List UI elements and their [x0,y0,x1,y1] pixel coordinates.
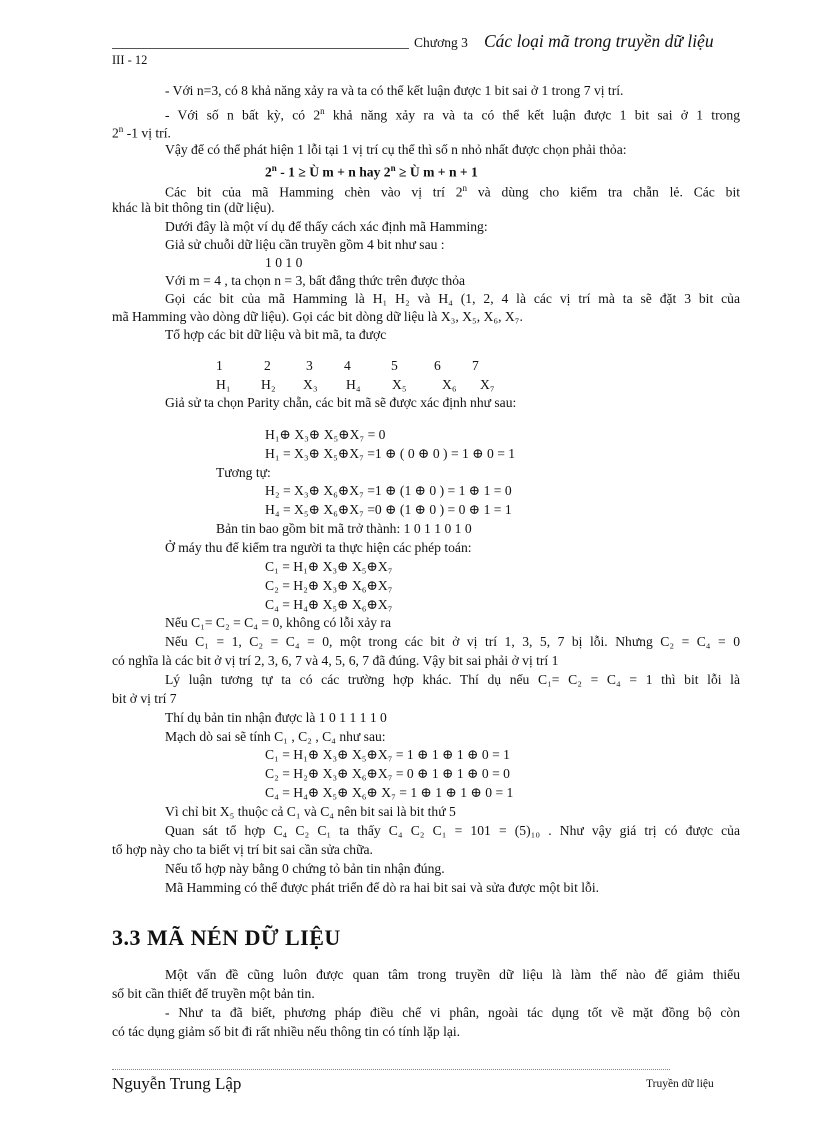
body-line [165,966,740,983]
body-line-content: Một vấn đề cũng luôn được quan tâm trong truyền dữ liệu là làm thế nào để giảm thiểu [165,967,740,982]
inequality-formula: 2$^n$ - 1 ≥ Ù m + n hay $2^n$ ≥ Ù m + n + 1 [265,163,478,180]
header-rule [112,48,409,49]
body-line-content: Gọi các bit của mã Hamming là H₁ H₂ và H₄ (1, 2, 4 là các vị trí mà ta sẽ đặt 3 bit của [165,291,740,306]
data-bits: 1 0 1 0 [265,255,303,270]
bit-label: H₄ [346,377,361,392]
position-number: 7 [472,358,479,373]
body-line [165,633,740,650]
position-number: 2 [264,358,271,373]
body-line: Mã Hamming có thể được phát triển để dò ra hai bit sai và sửa được một bit lỗi. [165,880,599,895]
equation: H₂ = X₃⊕ X₆⊕X₇ =1 ⊕ (1 ⊕ 0 ) = 1 ⊕ 1 = 0 [265,483,512,498]
body-line: có nghĩa là các bit ở vị trí 2, 3, 6, 7 và 4, 5, 6, 7 đã đúng. Vậy bit sai phải ở vị trí 1 [112,653,559,668]
footer-author: Nguyễn Trung Lập [112,1074,242,1093]
body-line: Mạch dò sai sẽ tính C₁ , C₂ , C₄ như sau: [165,729,386,744]
equation: H₄ = X₅⊕ X₆⊕X₇ =0 ⊕ (1 ⊕ 0 ) = 0 ⊕ 1 = 1 [265,502,512,517]
position-number: 5 [391,358,398,373]
body-line: Giả sử chuỗi dữ liệu cần truyền gồm 4 bit như sau : [165,237,445,252]
body-line: Ở máy thu để kiểm tra người ta thực hiện các phép toán: [165,540,472,555]
body-line [165,290,740,307]
body-line: - Với n=3, có 8 khả năng xảy ra và ta có thể kết luận được 1 bit sai ở 1 trong 7 vị trí. [165,83,624,98]
body-line: Dưới đây là một ví dụ để thấy cách xác định mã Hamming: [165,219,488,234]
body-line: Tổ hợp các bit dữ liệu và bit mã, ta được [165,327,387,342]
body-line: bit ở vị trí 7 [112,691,177,706]
body-line: mã Hamming vào dòng dữ liệu). Gọi các bit dòng dữ liệu là X₃, X₅, X₆, X₇. [112,309,523,324]
body-line: Với m = 4 , ta chọn n = 3, bất đẳng thức trên được thỏa [165,273,466,288]
equation: C₂ = H₂⊕ X₃⊕ X₆⊕X₇ [265,578,393,593]
body-line: Bản tin bao gồm bit mã trở thành: 1 0 1 1 0 1 0 [216,521,472,536]
footer-rule [112,1069,670,1070]
body-line: có tác dụng giảm số bit đi rất nhiều nếu thông tin có tính lặp lại. [112,1024,461,1039]
bit-label: X₃ [303,377,318,392]
body-line: khác là bit thông tin (dữ liệu). [112,200,275,215]
bit-label: X₇ [480,377,495,392]
body-line: Nếu tổ hợp này bằng 0 chứng tỏ bản tin nhận đúng. [165,861,445,876]
body-line: Tương tự: [216,465,271,480]
body-line [165,822,740,839]
position-number: 6 [434,358,441,373]
position-number: 1 [216,358,223,373]
body-line [165,180,740,201]
body-line [165,1004,740,1021]
body-line: 2$^n$ -1 vị trí. [112,124,171,141]
section-heading: 3.3 MÃ NÉN DỮ LIỆU [112,925,341,950]
body-line: Vì chỉ bit X₅ thuộc cả C₁ và C₄ nên bit sai là bit thứ 5 [165,804,456,819]
equation: C₁ = H₁⊕ X₃⊕ X₅⊕X₇ = 1 ⊕ 1 ⊕ 1 ⊕ 0 = 1 [265,747,510,762]
body-line-content: Lý luận tương tự ta có các trường hợp khác. Thí dụ nếu C₁= C₂ = C₄ = 1 thì bit lỗi là [165,672,740,687]
body-line-content: Nếu C₁ = 1, C₂ = C₄ = 0, một trong các bit ở vị trí 1, 3, 5, 7 bị lỗi. Nhưng C₂ = C₄ = 0 [165,634,740,649]
body-line [165,671,740,688]
body-line: Nếu C₁= C₂ = C₄ = 0, không có lỗi xảy ra [165,615,391,630]
equation: C₄ = H₄⊕ X₅⊕ X₆⊕X₇ [265,597,393,612]
body-line: Giả sử ta chọn Parity chẵn, các bit mã sẽ được xác định như sau: [165,395,517,410]
equation: C₁ = H₁⊕ X₃⊕ X₅⊕X₇ [265,559,393,574]
header-chapter: Chương 3 [414,35,468,50]
equation: C₄ = H₄⊕ X₅⊕ X₆⊕ X₇ = 1 ⊕ 1 ⊕ 1 ⊕ 0 = 1 [265,785,514,800]
position-number: 3 [306,358,313,373]
bit-label: X₆ [442,377,457,392]
equation: H₁⊕ X₃⊕ X₅⊕X₇ = 0 [265,427,386,442]
header-title: Các loại mã trong truyền dữ liệu [484,31,714,51]
body-line [165,103,740,124]
body-line-content: Các bit của mã Hamming chèn vào vị trí 2$^n$ và dùng cho kiểm tra chẵn lẻ. Các bit [165,183,741,200]
body-line-content: Quan sát tổ hợp C₄ C₂ C₁ ta thấy C₄ C₂ C₁ = 101 = (5)₁₀ . Như vậy giá trị có được của [165,823,740,838]
bit-label: H₁ [216,377,231,392]
bit-label: H₂ [261,377,276,392]
equation: C₂ = H₂⊕ X₃⊕ X₆⊕X₇ = 0 ⊕ 1 ⊕ 1 ⊕ 0 = 0 [265,766,510,781]
page-number: III - 12 [112,53,148,67]
position-number: 4 [344,358,351,373]
bit-label: X₅ [392,377,407,392]
equation: H₁ = X₃⊕ X₅⊕X₇ =1 ⊕ ( 0 ⊕ 0 ) = 1 ⊕ 0 = 1 [265,446,516,461]
footer-course: Truyền dữ liệu [646,1078,714,1090]
body-line: Vậy để có thể phát hiện 1 lỗi tại 1 vị trí cụ thể thì số n nhỏ nhất được chọn phải thỏa: [165,142,627,157]
body-line: số bit cần thiết để truyền một bản tin. [112,986,315,1001]
body-line-content: - Với số n bất kỳ, có 2$^n$ khả năng xảy ra và ta có thể kết luận được 1 bit sai ở 1 trong [165,106,740,123]
body-line-content: - Như ta đã biết, phương pháp điều chế vi phân, ngoài tác dụng tốt về mặt đồng bộ còn [165,1005,740,1020]
body-line: tổ hợp này cho ta biết vị trí bit sai cần sửa chữa. [112,842,373,857]
body-line: Thí dụ bản tin nhận được là 1 0 1 1 1 1 0 [165,710,387,725]
